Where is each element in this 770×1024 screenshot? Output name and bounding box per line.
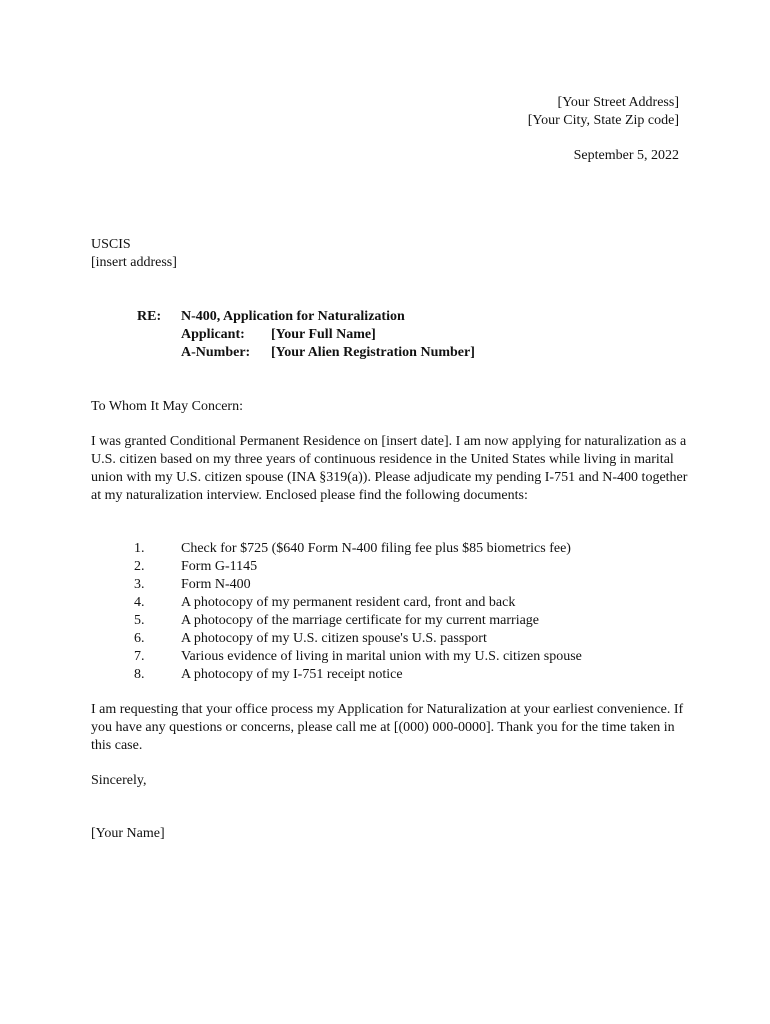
closing: Sincerely, bbox=[91, 773, 147, 788]
list-item-number: 7. bbox=[134, 649, 145, 664]
list-item-number: 2. bbox=[134, 559, 145, 574]
applicant-value: [Your Full Name] bbox=[271, 327, 376, 342]
anumber-label: A-Number: bbox=[181, 345, 251, 360]
list-item-text: A photocopy of my I-751 receipt notice bbox=[181, 667, 403, 682]
list-item-number: 4. bbox=[134, 595, 145, 610]
list-item-text: A photocopy of my U.S. citizen spouse's U.S. passport bbox=[181, 631, 487, 646]
list-item-text: Form G-1145 bbox=[181, 559, 258, 574]
signature-name: [Your Name] bbox=[91, 826, 165, 841]
re-subject: N-400, Application for Naturalization bbox=[181, 309, 405, 324]
recipient-name: USCIS bbox=[91, 237, 131, 252]
salutation: To Whom It May Concern: bbox=[91, 399, 243, 414]
list-item-text: Check for $725 ($640 Form N-400 filing fee plus $85 biometrics fee) bbox=[181, 541, 571, 556]
list-item bbox=[0, 630, 770, 648]
list-item-number: 8. bbox=[134, 667, 145, 682]
sender-city: [Your City, State Zip code] bbox=[527, 113, 679, 128]
re-label: RE: bbox=[137, 309, 162, 324]
list-item bbox=[0, 576, 770, 594]
letter-date: September 5, 2022 bbox=[573, 148, 679, 163]
anumber-value: [Your Alien Registration Number] bbox=[271, 345, 475, 360]
list-item bbox=[0, 612, 770, 630]
list-item bbox=[0, 540, 770, 558]
list-item bbox=[0, 666, 770, 684]
list-item-text: Various evidence of living in marital union with my U.S. citizen spouse bbox=[181, 649, 582, 664]
enclosed-documents-list bbox=[0, 540, 770, 684]
list-item-text: A photocopy of my permanent resident card, front and back bbox=[181, 595, 516, 610]
list-item bbox=[0, 558, 770, 576]
list-item-text: Form N-400 bbox=[181, 577, 251, 592]
list-item-number: 3. bbox=[134, 577, 145, 592]
list-item-text: A photocopy of the marriage certificate for my current marriage bbox=[181, 613, 540, 628]
list-item-number: 1. bbox=[134, 541, 145, 556]
recipient-address bbox=[91, 236, 177, 272]
body-paragraph-2: I am requesting that your office process my Application for Naturalization at your earliest convenience. If you have any questions or concerns, please call me at [(000) 000-0000]. Thank you for the time taken in this case. bbox=[91, 702, 684, 753]
body-paragraph-1: I was granted Conditional Permanent Residence on [insert date]. I am now applying for naturalization as a U.S. citizen based on my three years of continuous residence in the United States while living in marital union with my U.S. citizen spouse (INA §319(a)). Please adjudicate my pending I-751 and N-400 together at my naturalization interview. Enclosed please find the following documents: bbox=[91, 434, 688, 503]
list-item-number: 5. bbox=[134, 613, 145, 628]
sender-street: [Your Street Address] bbox=[557, 95, 679, 110]
list-item-number: 6. bbox=[134, 631, 145, 646]
list-item bbox=[0, 648, 770, 666]
applicant-label: Applicant: bbox=[181, 327, 245, 342]
list-item bbox=[0, 594, 770, 612]
recipient-street: [insert address] bbox=[91, 255, 177, 270]
sender-address bbox=[528, 94, 679, 130]
